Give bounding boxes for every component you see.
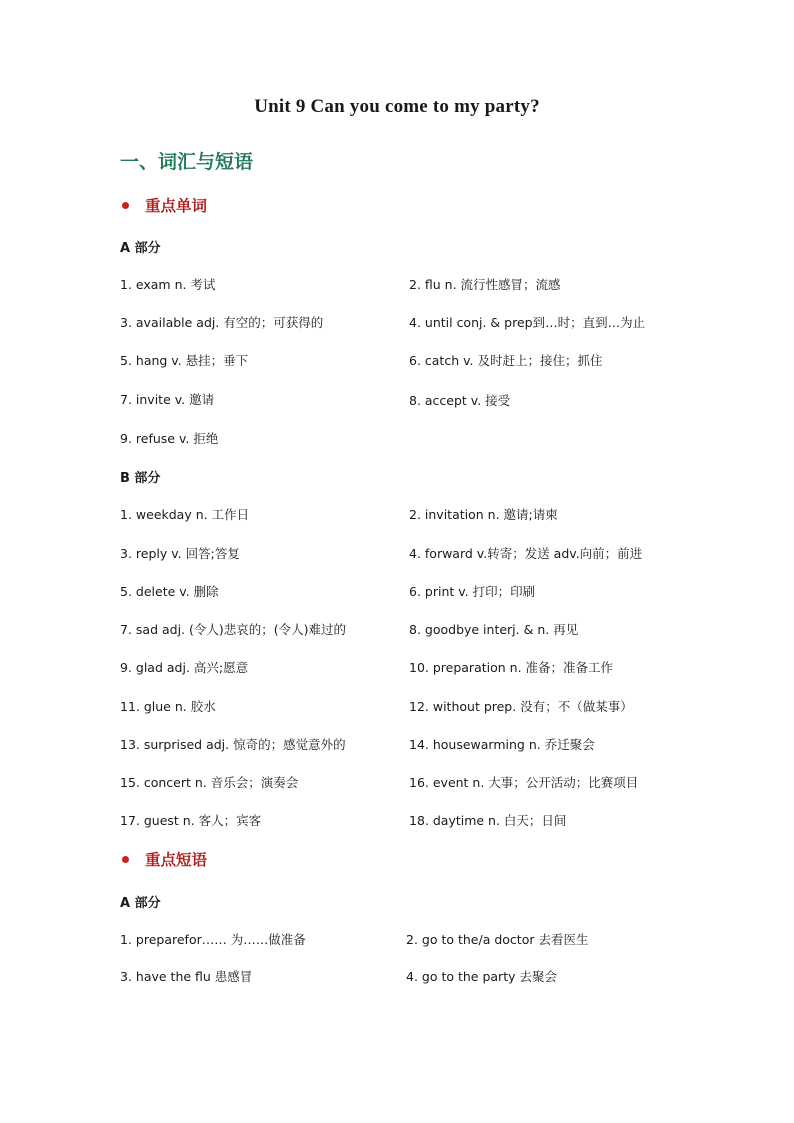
vocab-b-entry: 5. delete v. 删除: [120, 584, 219, 599]
section-title: 一、词汇与短语: [120, 151, 254, 173]
vocab-b-entry: 3. reply v. 回答;答复: [120, 546, 240, 561]
phrase-entry: 4. go to the party 去聚会: [406, 969, 557, 984]
vocab-b-entry: 15. concert n. 音乐会；演奏会: [120, 775, 299, 790]
vocab-b-entry: 9. glad adj. 高兴;愿意: [120, 660, 249, 675]
vocab-b-entry: 7. sad adj. (令人)悲哀的；(令人)难过的: [120, 622, 347, 637]
vocab-b-entry: 12. without prep. 没有；不（做某事）: [409, 699, 633, 714]
phrases-heading-label: 重点短语: [145, 851, 208, 869]
vocab-b-entry: 4. forward v.转寄；发送 adv.向前；前进: [409, 546, 643, 561]
vocab-a-entry: 1. exam n. 考试: [120, 277, 216, 292]
phrase-entry: 3. have the flu 患感冒: [120, 969, 253, 984]
vocab-b-entry: 13. surprised adj. 惊奇的；感觉意外的: [120, 737, 346, 752]
vocab-heading-label: 重点单词: [145, 197, 208, 215]
vocab-b-entry: 2. invitation n. 邀请;请柬: [409, 507, 558, 522]
phrases-heading: [120, 848, 207, 870]
vocab-b-entry: 11. glue n. 胶水: [120, 699, 216, 714]
phrase-entry: 2. go to the/a doctor 去看医生: [406, 932, 589, 947]
vocab-a-entry: 7. invite v. 邀请: [120, 392, 215, 407]
vocab-a-entry: 8. accept v. 接受: [409, 393, 511, 408]
vocab-heading: [120, 194, 207, 216]
vocab-part-b-label: B 部分: [120, 471, 161, 486]
vocab-a-entry: 3. available adj. 有空的；可获得的: [120, 315, 324, 330]
vocab-b-entry: 10. preparation n. 准备；准备工作: [409, 660, 614, 675]
vocab-a-entry: 9. refuse v. 拒绝: [120, 431, 219, 446]
vocab-a-entry: 2. flu n. 流行性感冒；流感: [409, 277, 561, 292]
vocab-b-entry: 14. housewarming n. 乔迁聚会: [409, 737, 595, 752]
vocab-b-entry: 1. weekday n. 工作日: [120, 507, 250, 522]
page-title: Unit 9 Can you come to my party?: [254, 96, 540, 117]
vocab-b-entry: 17. guest n. 客人；宾客: [120, 813, 262, 828]
vocab-a-entry: 5. hang v. 悬挂；垂下: [120, 353, 249, 368]
vocab-b-entry: 6. print v. 打印；印刷: [409, 584, 536, 599]
vocab-a-entry: 6. catch v. 及时赶上；接住；抓住: [409, 353, 603, 368]
bullet-icon: [122, 202, 129, 209]
vocab-b-entry: 16. event n. 大事；公开活动；比赛项目: [409, 775, 639, 790]
phrase-entry: 1. preparefor…… 为……做准备: [120, 932, 306, 947]
bullet-icon: [122, 856, 129, 863]
phrases-part-a-label: A 部分: [120, 896, 161, 911]
vocab-b-entry: 18. daytime n. 白天；日间: [409, 813, 567, 828]
vocab-a-entry: 4. until conj. & prep到…时；直到…为止: [409, 315, 646, 330]
vocab-part-a-label: A 部分: [120, 241, 161, 256]
vocab-b-entry: 8. goodbye interj. & n. 再见: [409, 622, 579, 637]
